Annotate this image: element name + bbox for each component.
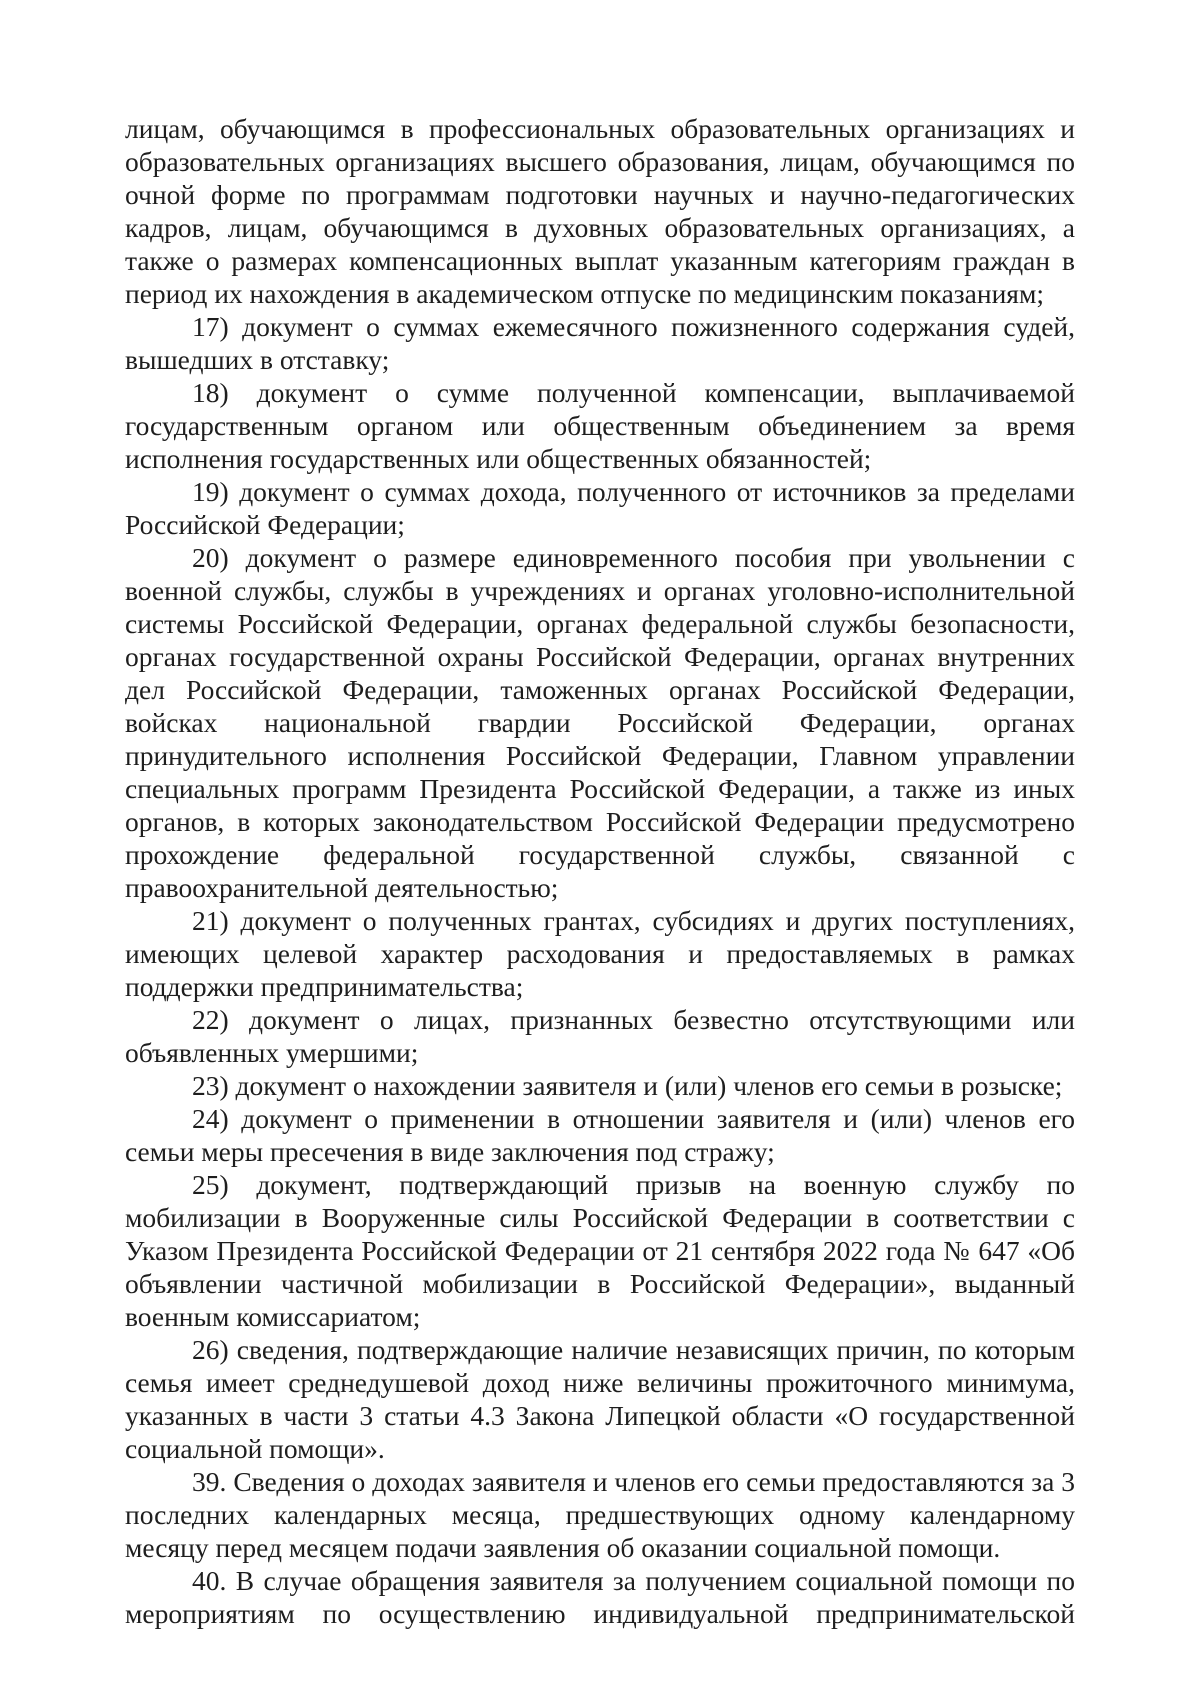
paragraph-section-39: 39. Сведения о доходах заявителя и членов его семьи предоставляются за 3 последних календарных месяца, предшествующих одному календарному месяцу перед месяцем подачи заявления об оказании социальной помощи. [125, 1466, 1075, 1563]
paragraph-item-17: 17) документ о суммах ежемесячного пожизненного содержания судей, вышедших в отставку; [125, 311, 1075, 375]
paragraph-item-24: 24) документ о применении в отношении заявителя и (или) членов его семьи меры пресечения в виде заключения под стражу; [125, 1103, 1075, 1167]
paragraph-item-23: 23) документ о нахождении заявителя и (или) членов его семьи в розыске; [192, 1070, 1063, 1101]
paragraph-section-40: 40. В случае обращения заявителя за получением социальной помощи по мероприятиям по осуществлению индивидуальной предпринимательской [125, 1565, 1075, 1629]
paragraph-item-19: 19) документ о суммах дохода, полученного от источников за пределами Российской Федерации; [125, 476, 1075, 540]
paragraph-item-21: 21) документ о полученных грантах, субсидиях и других поступлениях, имеющих целевой характер расходования и предоставляемых в рамках поддержки предпринимательства; [125, 905, 1075, 1002]
paragraph-continuation-16: лицам, обучающимся в профессиональных образовательных организациях и образовательных организациях высшего образования, лицам, обучающимся по очной форме по программам подготовки научных и научно-педагогических кадров, лицам, обучающимся в духовных образовательных организациях, а также о размерах компенсационных выплат указанным категориям граждан в период их нахождения в академическом отпуске по медицинским показаниям; [125, 113, 1075, 309]
document-page [125, 112, 1075, 1630]
paragraph-item-26: 26) сведения, подтверждающие наличие независящих причин, по которым семья имеет среднедушевой доход ниже величины прожиточного минимума, указанных в части 3 статьи 4.3 Закона Липецкой области «О государственной социальной помощи». [125, 1334, 1075, 1464]
paragraph-item-25: 25) документ, подтверждающий призыв на военную службу по мобилизации в Вооруженные силы Российской Федерации в соответствии с Указом Президента Российской Федерации от 21 сентября 2022 года № 647 «Об объявлении частичной мобилизации в Российской Федерации», выданный военным комиссариатом; [125, 1169, 1075, 1332]
paragraph-item-22: 22) документ о лицах, признанных безвестно отсутствующими или объявленных умершими; [125, 1004, 1075, 1068]
paragraph-item-20: 20) документ о размере единовременного пособия при увольнении с военной службы, службы в учреждениях и органах уголовно-исполнительной системы Российской Федерации, органах федеральной службы безопасности, органах государственной охраны Российской Федерации, органах внутренних дел Российской Федерации, таможенных органах Российской Федерации, войсках национальной гвардии Российской Федерации, органах принудительного исполнения Российской Федерации, Главном управлении специальных программ Президента Российской Федерации, а также из иных органов, в которых законодательством Российской Федерации предусмотрено прохождение федеральной государственной службы, связанной с правоохранительной деятельностью; [125, 542, 1075, 903]
paragraph-item-18: 18) документ о сумме полученной компенсации, выплачиваемой государственным органом или общественным объединением за время исполнения государственных или общественных обязанностей; [125, 377, 1075, 474]
